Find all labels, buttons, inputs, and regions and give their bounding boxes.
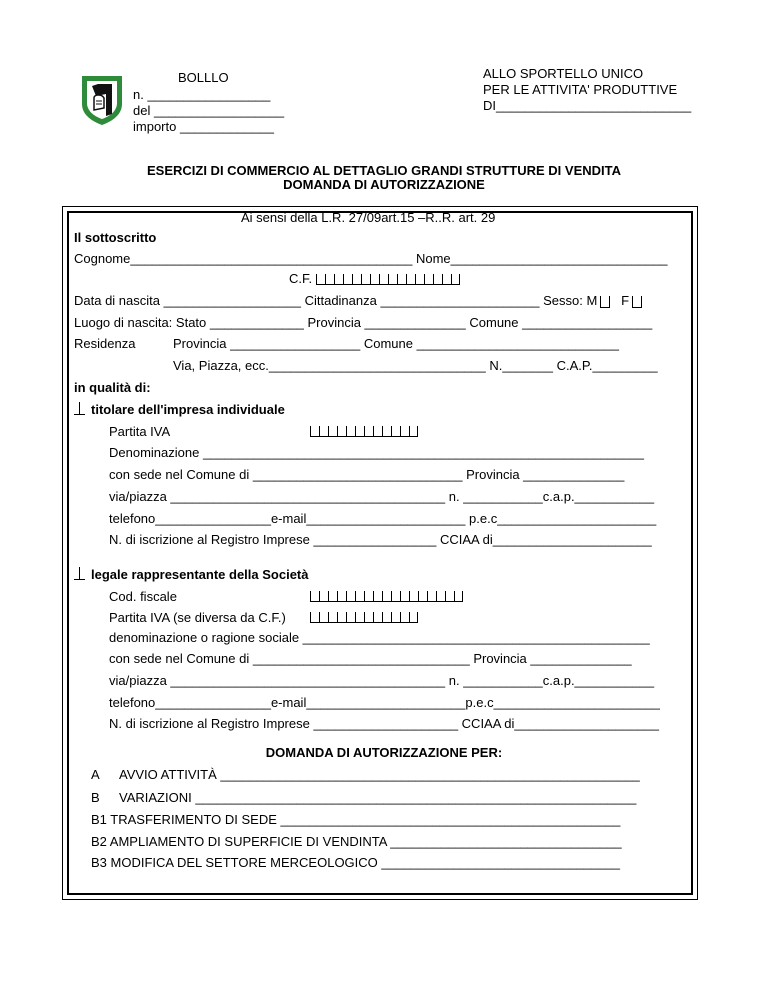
sex-f-label: F [621,293,630,308]
stamp-number: n. _________________ [133,87,271,102]
sex-f-checkbox[interactable] [632,296,642,308]
individual-checkbox[interactable] [74,402,85,415]
recipient-line-1: ALLO SPORTELLO UNICO [483,66,644,81]
request-title: DOMANDA DI AUTORIZZAZIONE PER: [265,745,503,760]
stamp-date: del __________________ [133,103,285,118]
request-b2-field[interactable]: B2 AMPLIAMENTO DI SUPERFICIE DI VENDINTA ________________________________ [91,834,622,849]
company-registry-field[interactable]: N. di iscrizione al Registro Imprese ____________________ CCIAA di____________________ [109,716,660,731]
document-subtitle: DOMANDA DI AUTORIZZAZIONE [283,177,485,192]
sex-m-checkbox[interactable] [600,296,610,308]
individual-option[interactable] [74,402,285,417]
request-b1-field[interactable]: B1 TRASFERIMENTO DI SEDE _______________________________________________ [91,812,621,827]
request-a-field[interactable]: AVVIO ATTIVITÀ __________________________________________________________ [119,767,640,782]
individual-label: titolare dell'impresa individuale [91,402,285,417]
company-street-field[interactable]: via/piazza ______________________________________ n. ___________c.a.p.___________ [109,673,655,688]
applicant-title: Il sottoscritto [74,230,157,245]
company-option[interactable] [74,567,308,582]
company-vat-boxes[interactable] [310,609,418,624]
residence-field-1[interactable]: Provincia __________________ Comune ____________________________ [173,336,620,351]
company-label: legale rappresentante della Società [91,567,309,582]
legal-basis: Ai sensi della L.R. 27/09art.15 –R..R. art. 29 [241,210,496,225]
birthplace-field[interactable]: Luogo di nascita: Stato _____________ Provincia ______________ Comune __________________ [74,315,653,330]
region-logo [80,74,124,126]
stamp-amount: importo _____________ [133,119,274,134]
company-seat-field[interactable]: con sede nel Comune di ______________________________ Provincia ______________ [109,651,632,666]
individual-street-field[interactable]: via/piazza ______________________________________ n. ___________c.a.p.___________ [109,489,655,504]
surname-name-field[interactable]: Cognome_______________________________________ Nome______________________________ [74,251,668,266]
document-title: ESERCIZI DI COMMERCIO AL DETTAGLIO GRANDI STRUTTURE DI VENDITA [146,163,622,178]
company-vat-label: Partita IVA (se diversa da C.F.) [109,610,286,625]
request-a-letter: A [91,767,100,782]
capacity-title: in qualità di: [74,380,151,395]
individual-vat-boxes[interactable] [310,423,418,438]
individual-contacts-field[interactable]: telefono________________e-mail______________________ p.e.c______________________ [109,511,657,526]
recipient-line-3: DI___________________________ [483,98,692,113]
individual-vat-label: Partita IVA [109,424,171,439]
tax-code-boxes[interactable] [316,274,460,286]
request-b-letter: B [91,790,100,805]
individual-registry-field[interactable]: N. di iscrizione al Registro Imprese _________________ CCIAA di______________________ [109,532,652,547]
company-checkbox[interactable] [74,567,85,580]
tax-code-field[interactable] [289,271,460,286]
residence-field-2[interactable]: Via, Piazza, ecc.______________________________ N._______ C.A.P._________ [173,358,658,373]
stamp-title: BOLLLO [178,70,229,85]
company-name-field[interactable]: denominazione o ragione sociale ________________________________________________ [109,630,650,645]
company-tax-code-label: Cod. fiscale [109,589,177,604]
tax-code-label: C.F. [289,271,313,286]
birth-field: Data di nascita ___________________ Cittadinanza ______________________ Sesso: M [74,293,598,308]
company-contacts-field[interactable]: telefono________________e-mail______________________p.e.c_______________________ [109,695,660,710]
individual-name-field[interactable]: Denominazione _____________________________________________________________ [109,445,644,460]
residence-label: Residenza [74,336,136,351]
request-b3-field[interactable]: B3 MODIFICA DEL SETTORE MERCEOLOGICO _________________________________ [91,855,620,870]
birth-line[interactable] [74,293,642,308]
request-b-field[interactable]: VARIAZIONI _____________________________________________________________ [119,790,637,805]
individual-seat-field[interactable]: con sede nel Comune di _____________________________ Provincia ______________ [109,467,625,482]
company-tax-code-boxes[interactable] [310,588,463,603]
recipient-line-2: PER LE ATTIVITA' PRODUTTIVE [483,82,678,97]
